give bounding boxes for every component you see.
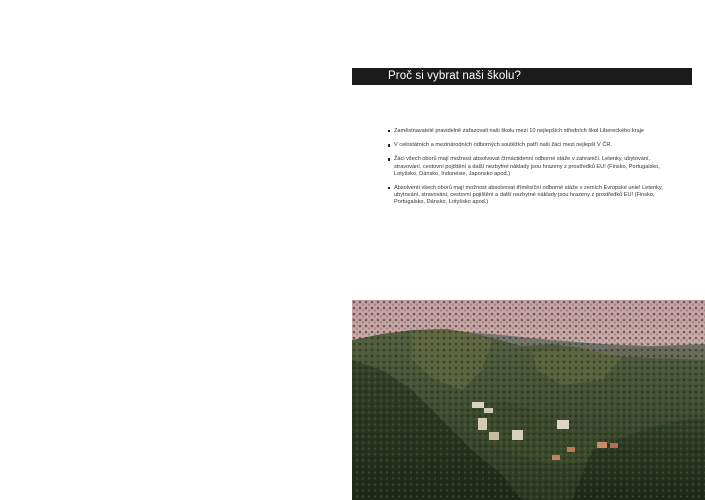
list-item xyxy=(388,142,678,149)
list-item xyxy=(388,128,678,135)
list-item xyxy=(388,156,678,178)
section-title: Proč si vybrat naši školu? xyxy=(388,70,521,82)
bullet-icon xyxy=(388,130,390,132)
section-title-bar xyxy=(352,68,692,85)
landscape-photo xyxy=(352,300,705,500)
list-item-text: Žáci všech oborů mají možnost absolvovat čtrnáctidenní odborné stáže v zahraničí. Letenky, ubytování, stravování, cestovní pojištění a další nezbytné náklady jsou hrazeny z prostředků EU! (Finsko, Portugalsko, Lotyšsko, Dánsko, Indonésie, Japonsko apod.) xyxy=(394,156,660,177)
bullet-icon xyxy=(388,158,390,160)
list-item xyxy=(388,185,678,207)
bullet-icon xyxy=(388,187,390,189)
reasons-list xyxy=(388,128,678,214)
bullet-icon xyxy=(388,144,390,146)
list-item-text: Absolventi všech oborů mají možnost absolvovat tříměsíční odborné stáže v zemích Evropské unie! Letenky, ubytování, stravování, cestovní pojištění a další nezbytné náklady jsou hrazeny z prostředků EU! (Finsko, Portugalsko, Dánsko, Lotyšsko apod.) xyxy=(394,185,663,206)
list-item-text: V celostátních a mezinárodních odborných soutěžích patří naši žáci mezi nejlepší V ČR. xyxy=(394,142,612,149)
list-item-text: Zaměstnavatelé pravidelně zařazovali naši školu mezi 10 nejlepších středních škol Libereckého kraje xyxy=(394,128,644,134)
forest-valley-image xyxy=(352,300,705,500)
